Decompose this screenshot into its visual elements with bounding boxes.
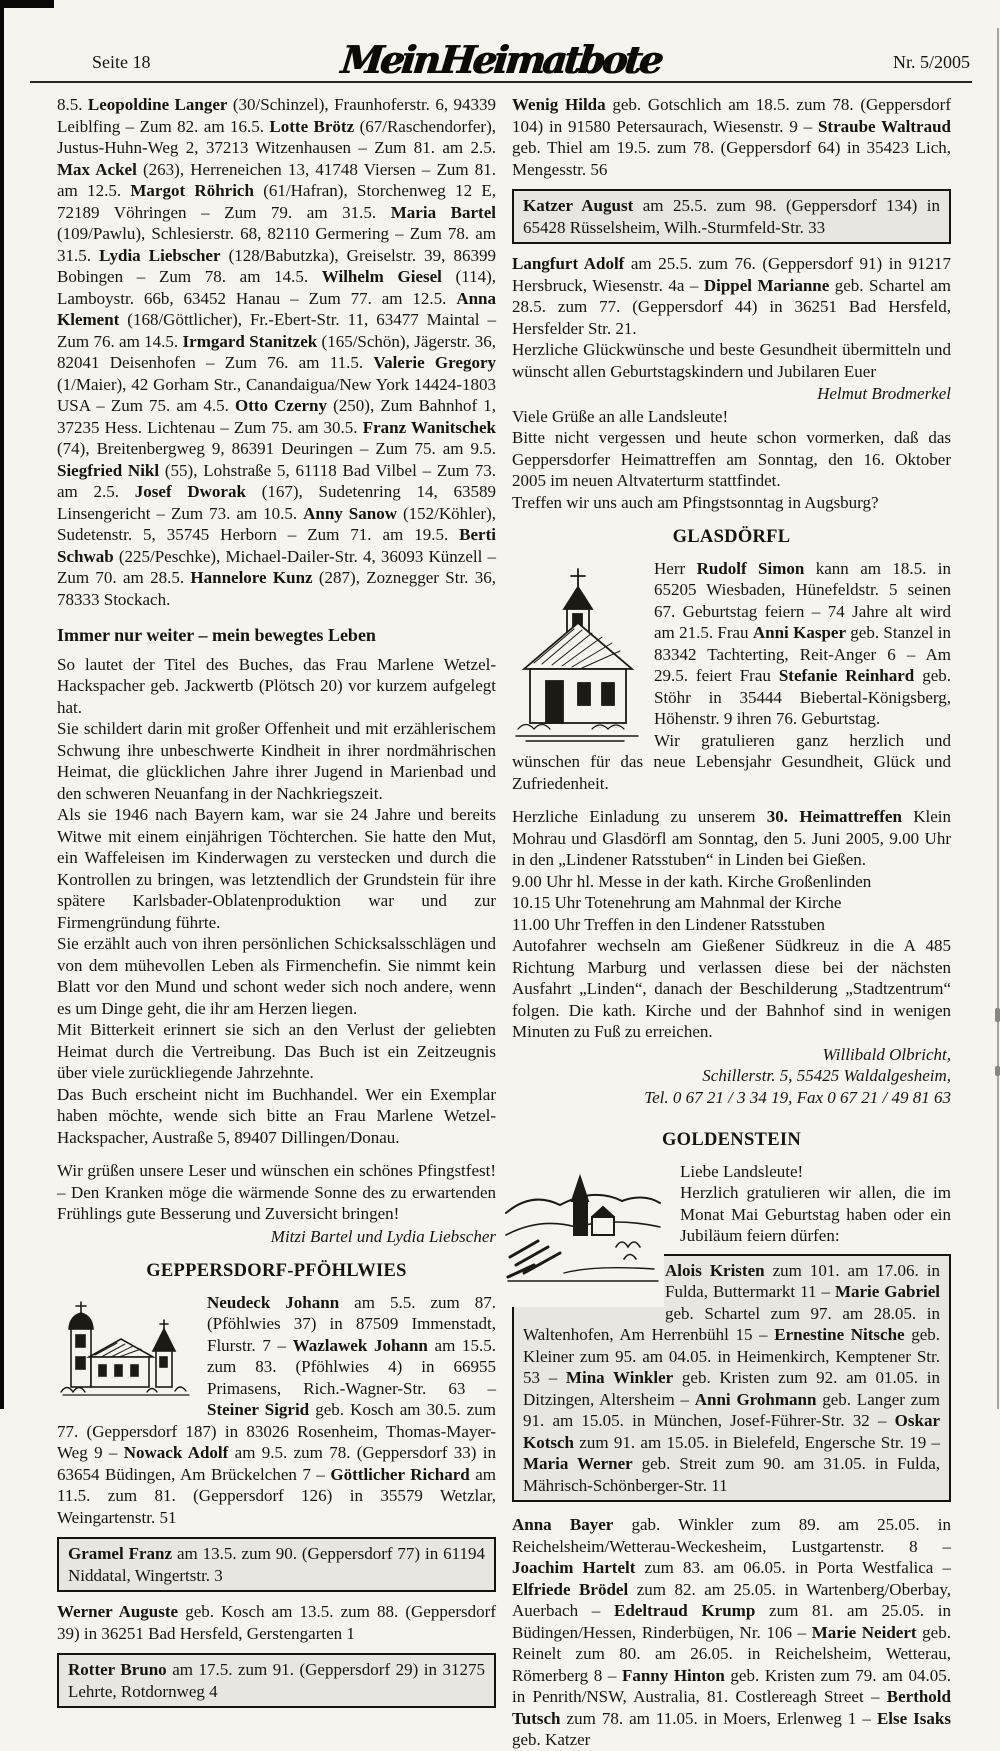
text-run: Lydia Liebscher [99, 245, 221, 265]
highlight-box [512, 189, 951, 244]
paragraph [512, 339, 951, 382]
text-run: (165/Schön), Jägerstr. 36, 82041 Deisenhofen – Zum 76. am 11.5. [57, 331, 496, 372]
text-run: Marie Gabriel [834, 1282, 940, 1301]
text-run: Herzlich gratulieren wir allen, die im Monat Mai Geburtstag haben oder ein Jubiläum feiern dürfen: [680, 1183, 951, 1245]
section-heading: GOLDENSTEIN [661, 1130, 801, 1150]
text-run: geb. Thiel am 19.5. zum 78. (Geppersdorf 64) in 35423 Lich, Mengesstr. 56 [512, 138, 951, 179]
text-run: (152/Köhler), Sudetenstr. 5, 35745 Herborn – Zum 71. am 19.5. [57, 503, 496, 544]
text-run: 9.00 Uhr hl. Messe in der kath. Kirche Großenlinden [512, 871, 872, 891]
signature-line: Mitzi Bartel und Lydia Liebscher [270, 1226, 496, 1246]
text-run: Anni Grohmann [694, 1389, 817, 1409]
illustrated-paragraph-group [57, 1292, 496, 1529]
scan-edge-right-artifact [997, 28, 999, 1409]
paragraph [512, 94, 951, 180]
signature [512, 1044, 951, 1109]
text-run: (114), Lamboystr. 66b, 63452 Hanau – Zum 77. am 12.5. [57, 267, 496, 308]
text-run: Elfriede Brödel [512, 1579, 629, 1599]
paragraph [512, 914, 951, 936]
text-run: Herr [654, 558, 697, 578]
text-run: Autofahrer wechseln am Gießener Südkreuz in die A 485 Richtung Marburg und verlassen diese bei der nächsten Ausfahrt „Linden“, danach der Beschilderung „Stadtzentrum“ folgen. Die kath. Kirche und der Bahnhof sind in wenigen Minuten zu Fuß zu erreichen. [512, 936, 951, 1041]
text-run: Neudeck Johann [207, 1292, 340, 1312]
text-run: am 13.5. zum 90. (Geppersdorf 77) in 61194 Niddatal, Wingertstr. 3 [68, 1544, 485, 1585]
text-run: Berti Schwab [57, 525, 496, 566]
paragraph [57, 1084, 496, 1149]
text-run: Maria Werner [523, 1454, 633, 1473]
text-run: Wir gratulieren ganz herzlich und wünschen für das neue Lebensjahr Gesundheit, Glück und Zufriedenheit. [512, 730, 951, 793]
text-run: Treffen wir uns auch am Pfingstsonntag in Augsburg? [512, 492, 879, 512]
text-run: zum 82. am 25.05. in Wartenberg/Oberbay, Auerbach – [512, 1579, 951, 1620]
text-run: Valerie Gregory [373, 353, 496, 372]
paragraph [680, 1182, 951, 1247]
text-run: (1/Maier), 42 Gorham Str., Canandaigua/New York 14424-1803 USA – Zum 75. am 4.5. [57, 374, 496, 415]
text-run: Bitte nicht vergessen und heute schon vormerken, daß das Geppersdorfer Heimattreffen am Sonntag, den 16. Oktober 2005 im neuen Altvaterturm stattfindet. [512, 428, 951, 490]
goldenstein-section [512, 1161, 951, 1503]
geppersdorf-church-illustration [57, 1295, 195, 1399]
text-run: zum 101. am 17.06. in Fulda, Buttermarkt 11 – [665, 1260, 940, 1301]
text-run: geb. Gotschlich am 18.5. zum 78. (Geppersdorf 104) in 91580 Petersaurach, Wiesenstr. 9 – [512, 95, 951, 136]
scan-blemish [995, 1066, 1000, 1076]
page-header [30, 0, 972, 83]
text-run: 11.00 Uhr Treffen in den Lindener Ratsstuben [512, 914, 826, 934]
text-run: Mina Winkler [565, 1368, 674, 1387]
text-run: Leopoldine Langer [87, 95, 228, 114]
text-run: Stefanie Reinhard [778, 666, 915, 685]
text-run: Viele Grüße an alle Landsleute! [512, 406, 729, 426]
text-run: Mit Bitterkeit erinnert sie sich an den Verlust der geliebten Heimat durch die Vertreibung. Das Buch ist ein Zeitzeugnis über viele zurückliegende Jahrzehnte. [57, 1020, 496, 1082]
text-run: geb. Kosch am 30.5. zum 77. (Geppersdorf 187) in 83026 Rosenheim, Thomas-Mayer-Weg 9 – [57, 1400, 496, 1462]
goldenstein-landscape-illustration [504, 1161, 664, 1307]
masthead-logo: Mein Heimatbote [339, 37, 663, 82]
paragraph [512, 253, 951, 339]
text-run: geb. Katzer [512, 1730, 591, 1749]
text-run: zum 91. am 15.05. in Bielefeld, Engersche Str. 19 – [574, 1432, 940, 1452]
text-run: Maria Bartel [390, 202, 496, 222]
text-run: (287), Zoznegger Str. 36, 78333 Stockach. [57, 568, 496, 609]
text-run: am 25.5. zum 98. (Geppersdorf 134) in 65428 Rüsselsheim, Wilh.-Sturmfeld-Str. 33 [523, 196, 940, 237]
text-run: Langfurt Adolf [512, 254, 625, 273]
text-run: geb. Kristen zum 92. am 01.05. in Ditzingen, Altersheim – [523, 1368, 940, 1409]
text-run: So lautet der Titel des Buches, das Frau Marlene Wetzel-Hackspacher geb. Jackwertb (Plötsch 20) vor kurzem aufgelegt hat. [57, 654, 496, 717]
right-column [512, 94, 951, 1751]
section-heading: GLASDÖRFL [672, 527, 791, 547]
text-run: Alois Kristen [665, 1260, 765, 1280]
text-run: Straube Waltraud [817, 116, 951, 136]
signature [57, 1226, 496, 1248]
text-run: geb. Langer zum 91. am 15.05. in München, Josef-Führer-Str. 32 – [523, 1389, 940, 1430]
text-run: (225/Peschke), Michael-Dailer-Str. 4, 36093 Künzell – Zum 70. am 28.5. [57, 546, 496, 587]
text-run: geb. Schartel zum 97. am 28.05. in Waltenhofen, Am Herrenbühl 15 – [523, 1303, 940, 1344]
highlight-box [57, 1537, 496, 1592]
text-run: (30/Schinzel), Fraunhoferstr. 6, 94339 Leiblfing – Zum 82. am 16.5. [57, 95, 496, 136]
text-run: zum 83. am 06.05. in Porta Westfalica – [635, 1558, 952, 1577]
text-run: (74), Breitenbergweg 9, 86391 Deuringen – Zum 75. am 9.5. [57, 439, 496, 458]
paragraph [57, 1019, 496, 1084]
text-run: geb. Stanzel in 83342 Tachterting, Reit-Anger 6 – Am 29.5. feiert Frau [654, 623, 951, 685]
text-run: Anny Sanow [303, 503, 397, 523]
text-run: (67/Raschendorfer), Justus-Huhn-Weg 2, 37213 Witzenhausen – Zum 81. am 2.5. [57, 116, 496, 157]
text-run: Sie erzählt auch von ihren persönlichen Schicksalsschlägen und von dem mühevollen Leben als Firmenchefin. Sie nimmt kein Blatt vor den Mund und schont weder sich noch andere, wenn es um Dinge geht, die ihr am Herzen liegen. [57, 934, 496, 1018]
text-run: gab. Winkler zum 89. am 25.05. in Reichelsheim/Wetterau-Weckesheim, Lustgartenstr. 8 – [512, 1515, 951, 1556]
paragraph [512, 806, 951, 871]
text-run: Margot Röhrich [130, 181, 254, 200]
text-run: Anni Kasper [752, 623, 846, 642]
signature-line: Helmut Brodmerkel [817, 384, 951, 403]
text-run: Siegfried Nikl [57, 460, 160, 480]
paragraph [57, 1601, 496, 1644]
text-run: am 11.5. zum 81. (Geppersdorf 126) in 35579 Wetzlar, Weingartenstr. 51 [57, 1464, 496, 1527]
paragraph [57, 654, 496, 719]
text-run: Berthold Tutsch [512, 1687, 951, 1728]
text-run: 10.15 Uhr Totenehrung am Mahnmal der Kirche [512, 893, 842, 912]
text-run: Klein Mohrau und Glasdörfl am Sonntag, den 5. Juni 2005, 9.00 Uhr in den „Lindener Ratsstuben“ in Linden bei Gießen. [512, 807, 951, 869]
content-columns [57, 94, 951, 1751]
text-run: Lotte Brötz [269, 116, 355, 136]
text-run: Wenig Hilda [512, 95, 606, 114]
text-run: Wir grüßen unsere Leser und wünschen ein schönes Pfingstfest! – Den Kranken möge die wärmende Sonne des zu erwartenden Frühlings gute Besserung und Zuversicht bringen! [57, 1161, 496, 1223]
text-run: (250), Zum Bahnhof 1, 37235 Hess. Lichtenau – Zum 75. am 30.5. [57, 396, 496, 437]
text-run: Rudolf Simon [696, 558, 805, 578]
text-run: geb. Streit zum 90. am 31.05. in Fulda, Mährisch-Schönberger-Str. 11 [523, 1454, 940, 1495]
signature-line: Schillerstr. 5, 55425 Waldalgesheim, [702, 1066, 951, 1085]
text-run: geb. Kosch am 13.5. zum 88. (Geppersdorf 39) in 36251 Bad Hersfeld, Gerstengarten 1 [57, 1602, 496, 1643]
text-run: zum 78. am 11.05. in Moers, Erlenweg 1 – [560, 1708, 877, 1728]
text-run: am 15.5. zum 83. (Pföhlwies 4) in 66955 Primasens, Rich.-Wagner-Str. 63 – [207, 1335, 496, 1398]
paragraph [57, 718, 496, 804]
paragraph [680, 1161, 951, 1183]
illustrated-paragraph-group [512, 558, 951, 795]
text-run: Joachim Hartelt [512, 1558, 636, 1577]
text-run: Herzliche Einladung zu unserem [512, 807, 767, 826]
text-run: Anna Klement [57, 288, 496, 329]
text-run: Herzliche Glückwünsche und beste Gesundheit übermitteln und wünscht allen Geburtstagskindern und Jubilaren Euer [512, 340, 951, 381]
text-run: geb. Kristen zum 79. am 04.05. in Penrith/NSW, Australia, 81. Costlereagh Street – [512, 1665, 951, 1706]
paragraph [512, 871, 951, 893]
text-run: kann am 18.5. in 65205 Wiesbaden, Hünefeldstr. 5 seinen 67. Geburtstag feiern – 74 Jahre alt wird am 21.5. Frau [654, 558, 951, 642]
signature-line: Tel. 0 67 21 / 3 34 19, Fax 0 67 21 / 49 81 63 [644, 1087, 951, 1107]
text-run: Anna Bayer [512, 1515, 614, 1534]
glasdoerfl-chapel-illustration [512, 561, 642, 743]
text-run: Franz Wanitschek [362, 417, 497, 437]
paragraph [512, 892, 951, 914]
text-run: Max Ackel [57, 159, 137, 179]
text-run: Fanny Hinton [621, 1665, 725, 1685]
text-run: (168/Göttlicher), Fr.-Ebert-Str. 11, 63477 Maintal – Zum 76. am 14.5. [57, 310, 496, 351]
text-run: am 9.5. zum 78. (Geppersdorf 33) in 63654 Büdingen, Am Brückelchen 7 – [57, 1443, 496, 1484]
scan-blemish [995, 1008, 1000, 1022]
text-run: Göttlicher Richard [330, 1464, 470, 1484]
signature [512, 383, 951, 405]
text-run: Ernestine Nitsche [774, 1325, 905, 1344]
text-run: Hannelore Kunz [190, 568, 313, 587]
text-run: Oskar Kotsch [523, 1411, 940, 1452]
section-heading: GEPPERSDORF-PFÖHLWIES [146, 1261, 407, 1281]
text-run: Sie schildert darin mit großer Offenheit und mit erzählerischem Schwung ihre unbeschwerte Kindheit in ihrer nordmährischen Heimat, die glücklichen Jahre ihrer Jugend in Marienbad und den schweren Neuanfang in der Nachkriegszeit. [57, 719, 496, 803]
text-run: geb. Stöhr in 35444 Biebertal-Königsberg, Höhenstr. 9 ihren 76. Geburtstag. [654, 666, 951, 728]
paragraph [57, 1160, 496, 1225]
text-run: geb. Kleiner zum 95. am 04.05. in Heimenkirch, Kemptener Str. 53 – [523, 1325, 940, 1387]
text-run: geb. Reinelt zum 80. am 26.05. in Reichelsheim, Wetterau, Römerberg 8 – [512, 1622, 951, 1685]
paragraph [512, 427, 951, 492]
text-run: Wilhelm Giesel [321, 267, 442, 286]
text-run: geb. Schartel am 28.5. zum 77. (Geppersdorf 44) in 36251 Bad Hersfeld, Hersfelder Str. 21. [512, 275, 951, 338]
text-run: Das Buch erscheint nicht im Buchhandel. Wer ein Exemplar haben möchte, wende sich bitte an Frau Marlene Wetzel-Hackspacher, Austraße 5, 89407 Dillingen/Donau. [57, 1084, 496, 1147]
paragraph [512, 1514, 951, 1751]
text-run: Marie Neidert [811, 1622, 917, 1642]
signature-line: Willibald Olbricht, [822, 1044, 951, 1064]
text-run: am 25.5. zum 76. (Geppersdorf 91) in 91217 Hersbruck, Wiesenstr. 4a – [512, 254, 951, 295]
text-run: Gramel Franz [68, 1544, 173, 1563]
text-run: 30. Heimattreffen [766, 807, 902, 826]
text-run: Katzer August [523, 196, 634, 215]
text-run: (167), Sudetenring 14, 63589 Linsengericht – Zum 73. am 10.5. [57, 482, 496, 523]
text-run: zum 81. am 25.05. in Büdingen/Hessen, Rinderbügen, Nr. 106 – [512, 1601, 951, 1642]
text-run: Josef Dworak [134, 482, 246, 501]
paragraph [512, 935, 951, 1043]
paragraph [512, 492, 951, 514]
text-run: (109/Pawlu), Schlesierstr. 68, 82110 Germering – Zum 78. am 31.5. [57, 224, 496, 265]
text-run: Irmgard Stanitzek [182, 331, 318, 351]
section-heading: Immer nur weiter – mein bewegtes Leben [57, 625, 376, 645]
text-run: Rotter Bruno [68, 1660, 167, 1679]
paragraph [57, 804, 496, 933]
text-run: 8.5. [57, 95, 88, 114]
text-run: Liebe Landsleute! [680, 1161, 804, 1181]
page-number-label: Seite 18 [92, 52, 151, 72]
text-run: (55), Lohstraße 5, 61118 Bad Vilbel – Zum 73. am 2.5. [57, 460, 496, 501]
paragraph [57, 94, 496, 610]
text-run: Steiner Sigrid [207, 1400, 310, 1419]
paragraph [57, 933, 496, 1019]
text-run: am 5.5. zum 87. (Pföhlwies 37) in 87509 Immenstadt, Flurstr. 7 – [207, 1292, 496, 1355]
text-run: Otto Czerny [234, 396, 328, 415]
text-run: am 17.5. zum 91. (Geppersdorf 29) in 31275 Lehrte, Rotdornweg 4 [68, 1660, 485, 1701]
text-run: (61/Hafran), Storchenweg 12 E, 72189 Vöhringen – Zum 79. am 31.5. [57, 181, 496, 222]
text-run: Als sie 1946 nach Bayern kam, war sie 24 Jahre und bereits Witwe mit einem einjährigen Töchterchen. Sie hatte den Mut, ein Waffeleisen im Kinderwagen zu verstecken und durch die Kontrollen zu bringen, was letztendlich der Grundstein für ihre spätere Karlsbader-Oblatenproduktion war und zur Firmengründung führte. [57, 805, 496, 932]
left-column [57, 94, 496, 1751]
scan-edge-left-artifact [0, 0, 4, 1409]
text-run: Else Isaks [876, 1708, 951, 1728]
paragraph [512, 406, 951, 428]
issue-number-label: Nr. 5/2005 [892, 52, 970, 72]
text-run: Dippel Marianne [703, 275, 830, 295]
text-run: Wazlawek Johann [292, 1335, 428, 1355]
text-run: Nowack Adolf [123, 1443, 229, 1462]
highlight-box [57, 1653, 496, 1708]
text-run: (263), Herreneichen 13, 41748 Viersen – Zum 81. am 12.5. [57, 159, 496, 200]
text-run: Werner Auguste [57, 1602, 179, 1621]
text-run: Edeltraud Krump [614, 1601, 756, 1620]
text-run: (128/Babutzka), Greiselstr. 39, 86399 Bobingen – Zum 78. am 14.5. [57, 245, 497, 286]
